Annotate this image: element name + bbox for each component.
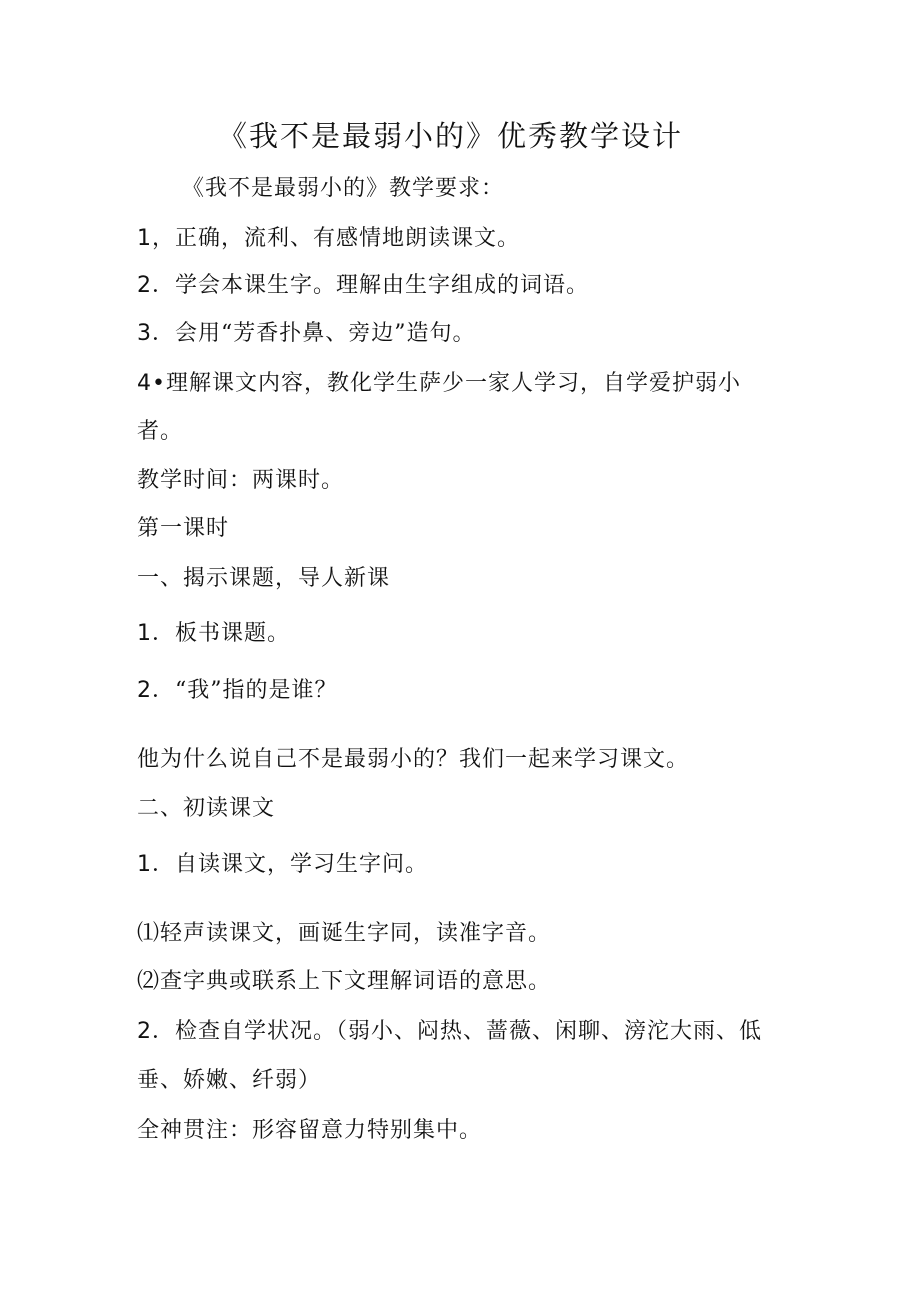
section2-subitem-1: ⑴轻声读课文，画诞生字同，读准字音。: [137, 921, 552, 946]
requirement-text: ．会用“芳香扑鼻、旁边”造句。: [152, 321, 476, 346]
section1-item-1: [137, 620, 290, 648]
requirement-number: 1: [137, 226, 152, 251]
requirement-number: 2: [137, 273, 152, 298]
section2-item-1: [137, 851, 428, 879]
teaching-time: 教学时间：两课时。: [137, 468, 345, 493]
section-heading-1: 一、揭示课题，导人新课: [137, 566, 391, 591]
requirements-heading: 《我不是最弱小的》教学要求：: [182, 176, 505, 201]
item-text: ．检查自学状况。（弱小、闷热、蔷薇、闲聊、滂沱大雨、低: [152, 1019, 763, 1044]
definition: 全神贯注：形容留意力特别集中。: [137, 1118, 483, 1143]
section2-item-2: [137, 1018, 762, 1046]
requirement-4-continued: 者。: [137, 419, 184, 444]
section1-paragraph: 他为什么说自己不是最弱小的？我们一起来学习课文。: [137, 747, 690, 772]
requirement-3: [137, 320, 476, 348]
requirement-text: ．学会本课生字。理解由生字组成的词语。: [152, 273, 590, 298]
item-text: ．自读课文，学习生字问。: [152, 852, 429, 877]
requirement-1: [137, 225, 520, 253]
item-text: ．“我”指的是谁？: [152, 678, 338, 703]
section1-item-2: [137, 677, 338, 705]
item-number: 1: [137, 621, 152, 646]
item-number: 1: [137, 852, 152, 877]
section2-subitem-2: ⑵查字典或联系上下文理解词语的意思。: [137, 969, 552, 994]
item-text: ．板书课题。: [152, 621, 291, 646]
requirement-4: [137, 370, 741, 398]
lesson-heading: 第一课时: [137, 516, 230, 541]
item-number: 2: [137, 1019, 152, 1044]
section2-item-2-continued: 垂、娇嫩、纤弱）: [137, 1068, 322, 1093]
document-title: 《我不是最弱小的》优秀教学设计: [218, 119, 684, 153]
requirement-2: [137, 272, 589, 300]
item-number: 2: [137, 678, 152, 703]
section-heading-2: 二、初读课文: [137, 796, 276, 821]
requirement-text: ，正确，流利、有感情地朗读课文。: [152, 226, 521, 251]
requirement-number: 3: [137, 321, 152, 346]
requirement-text: •理解课文内容，教化学生萨少一家人学习，自学爱护弱小: [152, 371, 741, 396]
requirement-number: 4: [137, 371, 152, 396]
